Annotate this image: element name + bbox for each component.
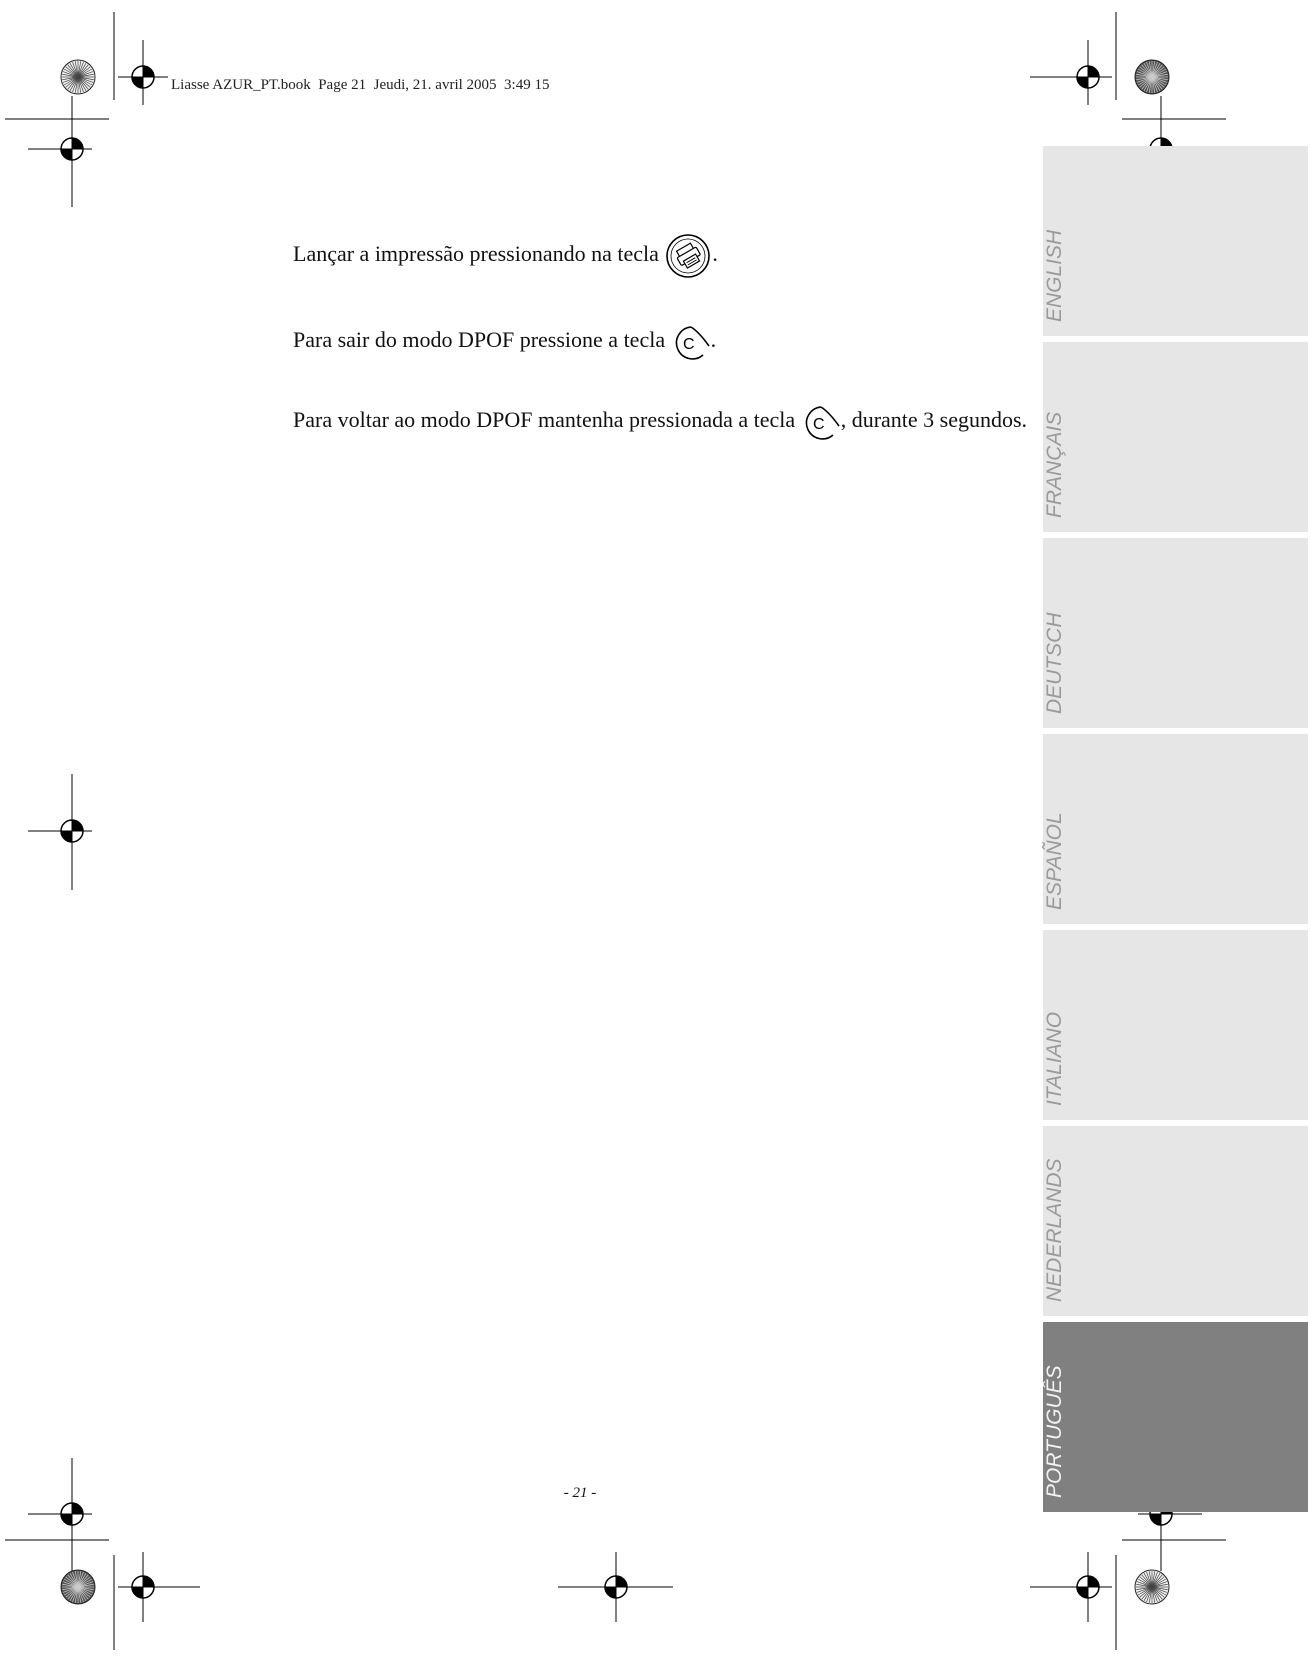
- svg-text:C: C: [682, 336, 695, 353]
- paragraph-text: Para sair do modo DPOF pressione a tecla: [293, 327, 671, 353]
- tab-nederlands[interactable]: [1043, 1126, 1308, 1316]
- paragraph-text: Lançar a impressão pressionando na tecla: [293, 241, 665, 267]
- slug-line: Liasse AZUR_PT.book Page 21 Jeudi, 21. avril 2005 3:49 15: [171, 77, 550, 93]
- print-key-icon: [664, 232, 712, 280]
- paragraph-text: .: [710, 327, 717, 353]
- paragraph-exit-dpof: [293, 324, 1028, 360]
- tab-label: ITALIANO: [1043, 1011, 1066, 1106]
- tab-espanol[interactable]: [1043, 734, 1308, 924]
- paragraph-text: , durante 3 segundos.: [840, 407, 1028, 433]
- tab-english[interactable]: [1043, 146, 1308, 336]
- paragraph-text: Para voltar ao modo DPOF mantenha pressionada a tecla: [293, 407, 801, 433]
- dial-rosette-icon: [61, 1570, 95, 1604]
- dial-rosette-icon: [1135, 60, 1169, 94]
- registration-target-icon: [132, 66, 154, 88]
- tab-francais[interactable]: [1043, 342, 1308, 532]
- tab-label: ESPAÑOL: [1043, 812, 1066, 910]
- language-tabs: [1043, 146, 1308, 1518]
- tab-label: ENGLISH: [1043, 229, 1066, 322]
- tab-label: NEDERLANDS: [1043, 1158, 1066, 1302]
- tab-deutsch[interactable]: [1043, 538, 1308, 728]
- tab-italiano[interactable]: [1043, 930, 1308, 1120]
- body-text: [293, 232, 1028, 440]
- page-number: - 21 -: [563, 1485, 597, 1501]
- paragraph-print: [293, 232, 1028, 280]
- c-key-icon: [801, 404, 841, 440]
- tab-label: FRANÇAIS: [1043, 411, 1066, 518]
- c-key-icon: [671, 324, 711, 360]
- tab-label: DEUTSCH: [1043, 612, 1066, 714]
- dial-rosette-icon: [61, 60, 95, 94]
- dial-rosette-icon: [1135, 1570, 1169, 1604]
- svg-text:C: C: [812, 416, 825, 433]
- paragraph-return-dpof: [293, 404, 1028, 440]
- tab-portugues[interactable]: [1043, 1322, 1308, 1512]
- paragraph-text: .: [712, 241, 718, 267]
- tab-label: PORTUGUÊS: [1043, 1365, 1066, 1498]
